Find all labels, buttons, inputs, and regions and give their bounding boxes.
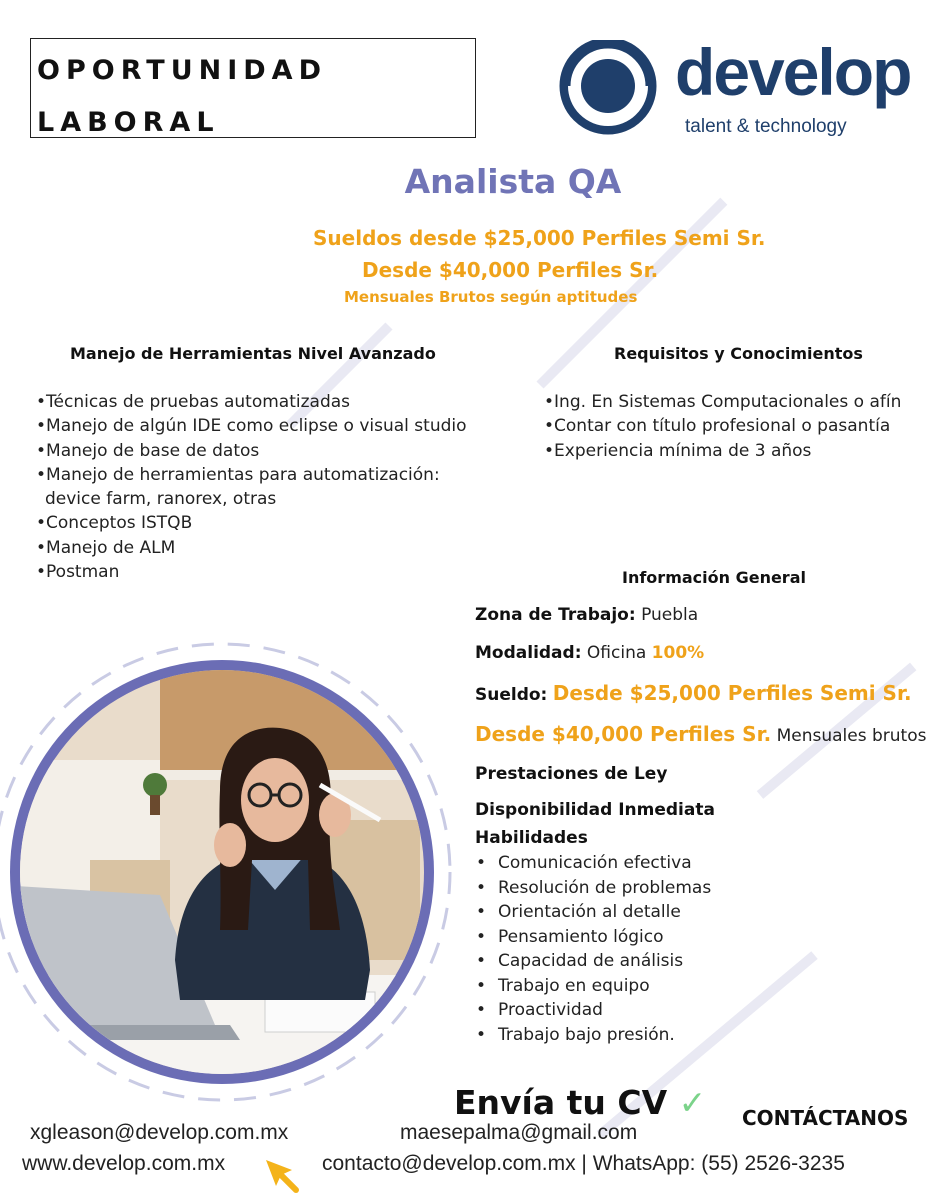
list-item: device farm, ranorex, otras	[45, 489, 277, 510]
photo-illustration	[0, 640, 455, 1105]
skills-list	[476, 851, 711, 1047]
work-mode-label: Modalidad:	[475, 643, 582, 663]
salary-label: Sueldo:	[475, 685, 548, 705]
tools-list	[36, 390, 467, 584]
salary-value-semi: Desde $25,000 Perfiles Semi Sr.	[552, 681, 912, 705]
work-zone-label: Zona de Trabajo:	[475, 605, 636, 625]
send-cv-callout	[454, 1083, 706, 1122]
list-item: • Proactividad	[476, 1000, 603, 1020]
contact-heading: CONTÁCTANOS	[742, 1106, 909, 1130]
salary-note: Mensuales Brutos según aptitudes	[344, 288, 638, 306]
benefits-text: Prestaciones de Ley	[475, 764, 668, 784]
work-mode-row	[475, 643, 704, 663]
list-item: •Manejo de ALM	[36, 537, 176, 558]
list-item: • Resolución de problemas	[476, 877, 712, 898]
email-link-2[interactable]: maesepalma@gmail.com	[400, 1121, 638, 1144]
job-title: Analista QA	[404, 162, 622, 201]
list-item: • Comunicación efectiva	[476, 853, 692, 873]
tools-heading: Manejo de Herramientas Nivel Avanzado	[70, 344, 436, 363]
logo-wordmark: develop	[675, 35, 911, 109]
list-item: •Conceptos ISTQB	[36, 513, 193, 534]
website-link[interactable]: www.develop.com.mx	[22, 1152, 226, 1175]
work-zone-row	[475, 605, 698, 625]
develop-logo	[553, 35, 913, 140]
list-item: •Experiencia mínima de 3 años	[544, 440, 812, 461]
requirements-heading: Requisitos y Conocimientos	[614, 344, 863, 363]
work-zone-value: Puebla	[641, 605, 699, 625]
general-info-heading: Información General	[622, 568, 806, 587]
list-item: •Contar con título profesional o pasantía	[544, 416, 891, 437]
salary-row-senior	[475, 722, 926, 746]
list-item: • Trabajo en equipo	[476, 975, 650, 996]
develop-logo-icon	[553, 40, 665, 140]
list-item: • Orientación al detalle	[476, 902, 681, 922]
requirements-list	[544, 390, 901, 463]
salary-headline-2: Desde $40,000 Perfiles Sr.	[362, 258, 659, 282]
list-item: • Trabajo bajo presión.	[476, 1024, 675, 1045]
cursor-arrow-icon	[262, 1156, 302, 1196]
list-item: •Postman	[36, 562, 120, 583]
list-item: •Manejo de algún IDE como eclipse o visual studio	[36, 416, 467, 437]
list-item: • Pensamiento lógico	[476, 926, 664, 947]
list-item: •Técnicas de pruebas automatizadas	[36, 392, 351, 412]
salary-headline-1: Sueldos desde $25,000 Perfiles Semi Sr.	[313, 226, 766, 250]
title-line-2: LABORAL	[37, 107, 220, 138]
list-item: • Capacidad de análisis	[476, 951, 684, 971]
availability-row	[475, 800, 715, 820]
salary-row	[475, 681, 912, 705]
email-link-1[interactable]: xgleason@develop.com.mx	[30, 1121, 289, 1144]
list-item: •Manejo de base de datos	[36, 440, 260, 461]
contact-line[interactable]: contacto@develop.com.mx | WhatsApp: (55) 2526-3235	[322, 1152, 845, 1175]
work-mode-percent: 100%	[651, 643, 705, 663]
title-line-1: OPORTUNIDAD	[37, 55, 327, 86]
benefits-row	[475, 764, 667, 784]
list-item: •Manejo de herramientas para automatización:	[36, 464, 440, 485]
woman-at-laptop-photo	[0, 640, 455, 1105]
logo-tagline: talent & technology	[685, 116, 847, 137]
salary-value-senior: Desde $40,000 Perfiles Sr.	[475, 722, 772, 746]
send-cv-text: Envía tu CV	[454, 1083, 668, 1122]
header-title-box	[30, 38, 476, 138]
salary-gross-note: Mensuales brutos	[776, 726, 927, 746]
availability-text: Disponibilidad Inmediata	[475, 800, 715, 820]
skills-heading: Habilidades	[475, 828, 588, 848]
work-mode-value: Oficina	[586, 643, 647, 663]
list-item: •Ing. En Sistemas Computacionales o afín	[544, 392, 902, 412]
skills-heading-row	[475, 828, 588, 848]
check-icon: ✓	[678, 1083, 707, 1122]
